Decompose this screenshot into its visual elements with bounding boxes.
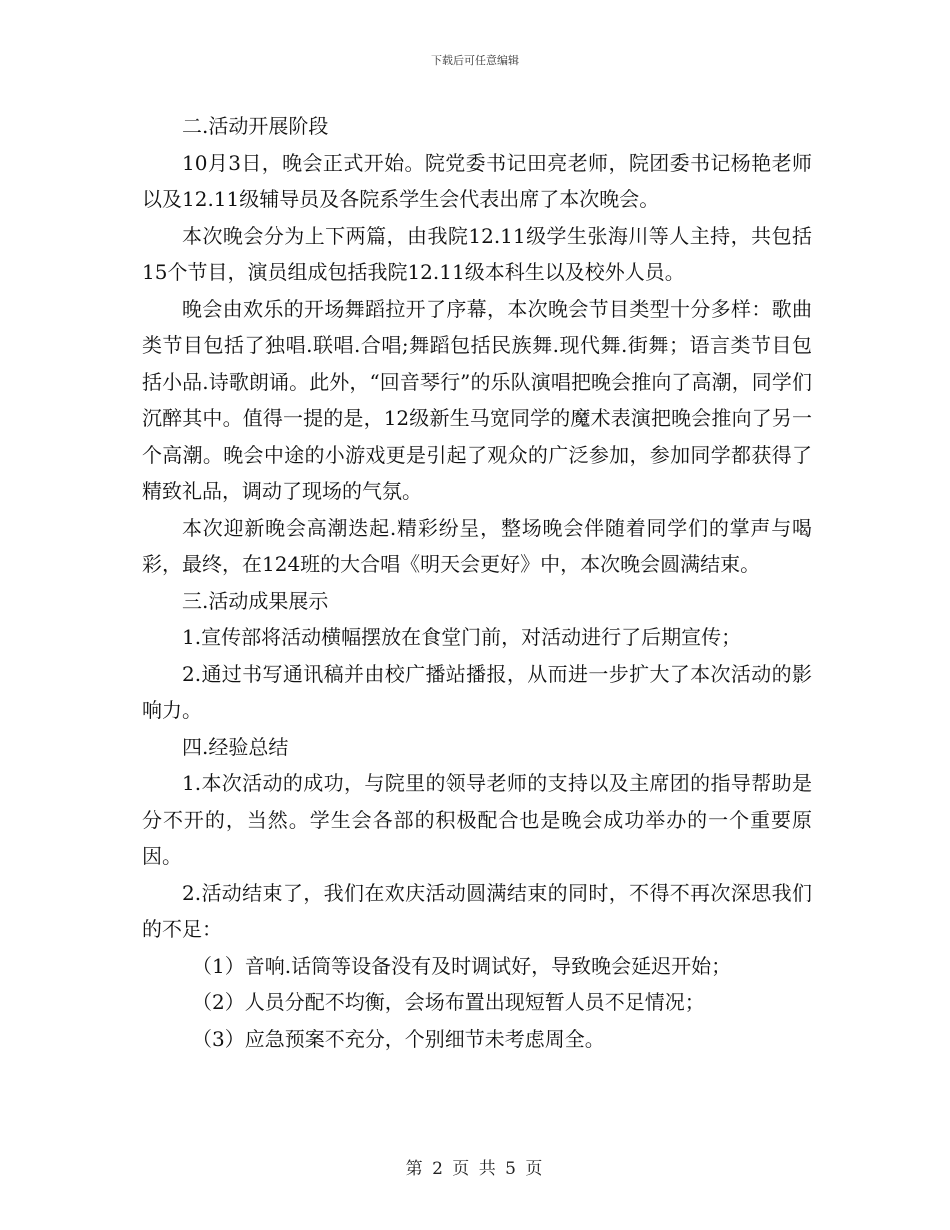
paragraph-summary-1: 1.本次活动的成功，与院里的领导老师的支持以及主席团的指导帮助是分不开的，当然。学生会各部的积极配合也是晚会成功举办的一个重要原因。 <box>142 771 812 868</box>
section-heading-2: 二.活动开展阶段 <box>182 114 329 138</box>
paragraph-ending: 本次迎新晚会高潮迭起.精彩纷呈，整场晚会伴随着同学们的掌声与喝彩，最终，在124班的大合唱《明天会更好》中，本次晚会圆满结束。 <box>142 515 812 576</box>
page-header: 下载后可任意编辑 <box>431 54 519 67</box>
section-heading-4: 四.经验总结 <box>182 734 289 759</box>
paragraph-opening: 10月3日，晚会正式开始。院党委书记田亮老师，院团委书记杨艳老师以及12.11级辅导员及各院系学生会代表出席了本次晚会。 <box>142 150 812 211</box>
list-item-2: （2）人员分配不均衡，会场布置出现短暂人员不足情况； <box>192 990 705 1014</box>
list-item-3: （3）应急预案不充分，个别细节未考虑周全。 <box>192 1026 605 1051</box>
document-body <box>142 108 812 1057</box>
page-number: 第 2 页 共 5 页 <box>405 1159 545 1179</box>
paragraph-programs: 晚会由欢乐的开场舞蹈拉开了序幕，本次晚会节目类型十分多样：歌曲类节目包括了独唱.联唱.合唱;舞蹈包括民族舞.现代舞.街舞；语言类节目包括小品.诗歌朗诵。此外，“回音琴行”的乐队演唱把晚会推向了高潮，同学们沉醉其中。值得一提的是，12级新生马宽同学的魔术表演把晚会推向了另一个高潮。晚会中途的小游戏更是引起了观众的广泛参加，参加同学都获得了精致礼品，调动了现场的气氛。 <box>142 296 812 503</box>
list-item-1: （1）音响.话筒等设备没有及时调试好，导致晚会延迟开始； <box>192 953 732 978</box>
paragraph-summary-2: 2.活动结束了，我们在欢庆活动圆满结束的同时，不得不再次深思我们的不足： <box>142 880 812 941</box>
paragraph-hosts: 本次晚会分为上下两篇，由我院12.11级学生张海川等人主持，共包括15个节目，演员组成包括我院12.11级本科生以及校外人员。 <box>142 223 812 284</box>
section-heading-3: 三.活动成果展示 <box>182 588 329 613</box>
paragraph-result-2: 2.通过书写通讯稿并由校广播站播报，从而进一步扩大了本次活动的影响力。 <box>142 661 812 722</box>
paragraph-result-1: 1.宣传部将活动横幅摆放在食堂门前，对活动进行了后期宣传； <box>182 625 742 649</box>
